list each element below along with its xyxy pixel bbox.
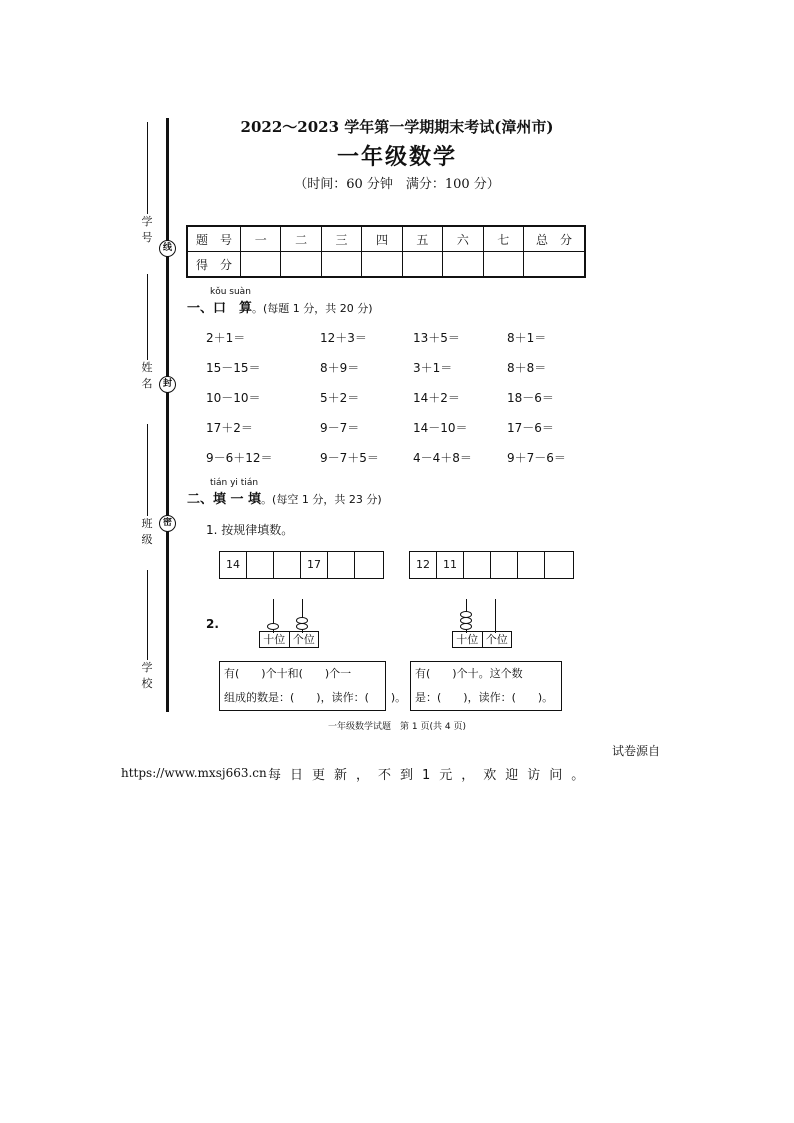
arithmetic-problem: 14＋2＝ [413,391,460,405]
sequence-b [409,551,574,579]
sequence-cell[interactable]: 17 [301,552,328,578]
score-label-cell: 得 分 [187,252,241,278]
abacus-base [452,631,512,648]
arithmetic-problem: 13＋5＝ [413,331,460,345]
score-table [186,225,586,278]
score-header-cell: 二 [281,226,321,252]
arithmetic-problem: 4－4＋8＝ [413,451,472,465]
section1-title: 一、口 算 [187,301,253,316]
sequence-cell[interactable] [247,552,274,578]
sequence-cell[interactable] [274,552,301,578]
score-header-cell: 六 [443,226,483,252]
score-header-cell: 题 号 [187,226,241,252]
fill-box-b-line1: 有( )个十。这个数 [415,667,523,680]
page-footer: 一年级数学试题 第 1 页(共 4 页) [328,722,466,732]
fill-box-a-line1: 有( )个十和( )个一 [224,667,352,680]
abacus-base [259,631,319,648]
sequence-cell[interactable] [545,552,572,578]
arithmetic-problem: 18－6＝ [507,391,554,405]
arithmetic-problem: 14－10＝ [413,421,468,435]
sequence-cell[interactable] [464,552,491,578]
abacus-ones-label: 个位 [292,633,315,646]
section2-note: 。(每空 1 分，共 23 分) [261,493,382,506]
arithmetic-problem: 10－10＝ [206,391,261,405]
margin-line [147,570,148,660]
sequence-cell[interactable] [518,552,545,578]
margin-line [147,274,148,360]
sequence-cell[interactable]: 12 [410,552,437,578]
fill-box-a-line2: 组成的数是：( )，读作：( )。 [224,691,407,704]
arithmetic-problem: 3＋1＝ [413,361,453,375]
score-header-cell: 七 [483,226,523,252]
score-cell[interactable] [321,252,361,278]
arithmetic-problem: 9－7＝ [320,421,360,435]
score-table-header-row [187,226,585,252]
abacus-ones-label: 个位 [485,633,508,646]
seal-seal-mark: 封 [159,376,176,393]
abacus-bead [296,623,308,630]
margin-label-school: 学 校 [141,661,153,690]
sequence-cell[interactable] [491,552,518,578]
arithmetic-problem: 8＋8＝ [507,361,547,375]
exam-title: 2022～2023 学年第一学期期末考试(漳州市) [240,118,554,136]
score-cell[interactable] [402,252,442,278]
arithmetic-problem: 15－15＝ [206,361,261,375]
arithmetic-problem: 2＋1＝ [206,331,246,345]
score-cell[interactable] [524,252,586,278]
source-url[interactable]: https://www.mxsj663.cn [121,766,267,780]
abacus-bead [460,623,472,630]
seal-line-mark: 线 [159,240,176,257]
abacus-rod-ones [495,599,496,633]
question1-label: 1. 按规律填数。 [206,523,294,537]
promo-text: 每日更新，不到1元，欢迎访问。 [268,768,594,783]
section1-pinyin: kǒu suàn [210,287,251,297]
margin-label-name: 姓 名 [141,361,153,390]
score-table-score-row [187,252,585,278]
abacus-tens-label: 十位 [260,632,290,647]
arithmetic-problem: 9－6＋12＝ [206,451,273,465]
section1-heading [187,297,373,316]
arithmetic-problem: 12＋3＝ [320,331,367,345]
arithmetic-problem: 5＋2＝ [320,391,360,405]
arithmetic-problem: 17－6＝ [507,421,554,435]
seal-secret-mark: 密 [159,515,176,532]
arithmetic-problem: 9＋7－6＝ [507,451,566,465]
arithmetic-problem: 8＋9＝ [320,361,360,375]
exam-info: （时间：60 分钟 满分：100 分） [294,177,500,192]
arithmetic-problem: 9－7＋5＝ [320,451,379,465]
score-header-cell: 总 分 [524,226,586,252]
score-cell[interactable] [483,252,523,278]
source-note: 试卷源自 [612,744,661,758]
abacus-tens-label: 十位 [453,632,483,647]
fill-box-b [410,661,562,711]
fill-box-a [219,661,407,711]
binding-line [166,118,169,712]
margin-line [147,424,148,516]
margin-label-student-id: 学 号 [141,215,153,244]
score-header-cell: 三 [321,226,361,252]
sequence-cell[interactable]: 14 [220,552,247,578]
score-header-cell: 五 [402,226,442,252]
score-header-cell: 一 [241,226,281,252]
section2-heading [187,488,382,507]
arithmetic-problem: 8＋1＝ [507,331,547,345]
section2-pinyin: tián yi tián [210,478,259,488]
sequence-a [219,551,384,579]
section2-title: 二、填 一 填 [187,492,262,507]
score-cell[interactable] [443,252,483,278]
score-header-cell: 四 [362,226,402,252]
fill-box-b-line2: 是：( )，读作：( )。 [415,691,554,704]
score-cell[interactable] [281,252,321,278]
subject-title: 一年级数学 [336,145,457,170]
score-cell[interactable] [241,252,281,278]
arithmetic-problem: 17＋2＝ [206,421,253,435]
score-cell[interactable] [362,252,402,278]
abacus-bead [267,623,279,630]
abacus-a [259,599,319,647]
sequence-cell[interactable] [355,552,382,578]
margin-label-class: 班 级 [141,517,153,546]
sequence-cell[interactable] [328,552,355,578]
section1-note: 。(每题 1 分，共 20 分) [252,302,373,315]
abacus-b [452,599,512,647]
question2-label: 2. [206,617,219,631]
sequence-cell[interactable]: 11 [437,552,464,578]
